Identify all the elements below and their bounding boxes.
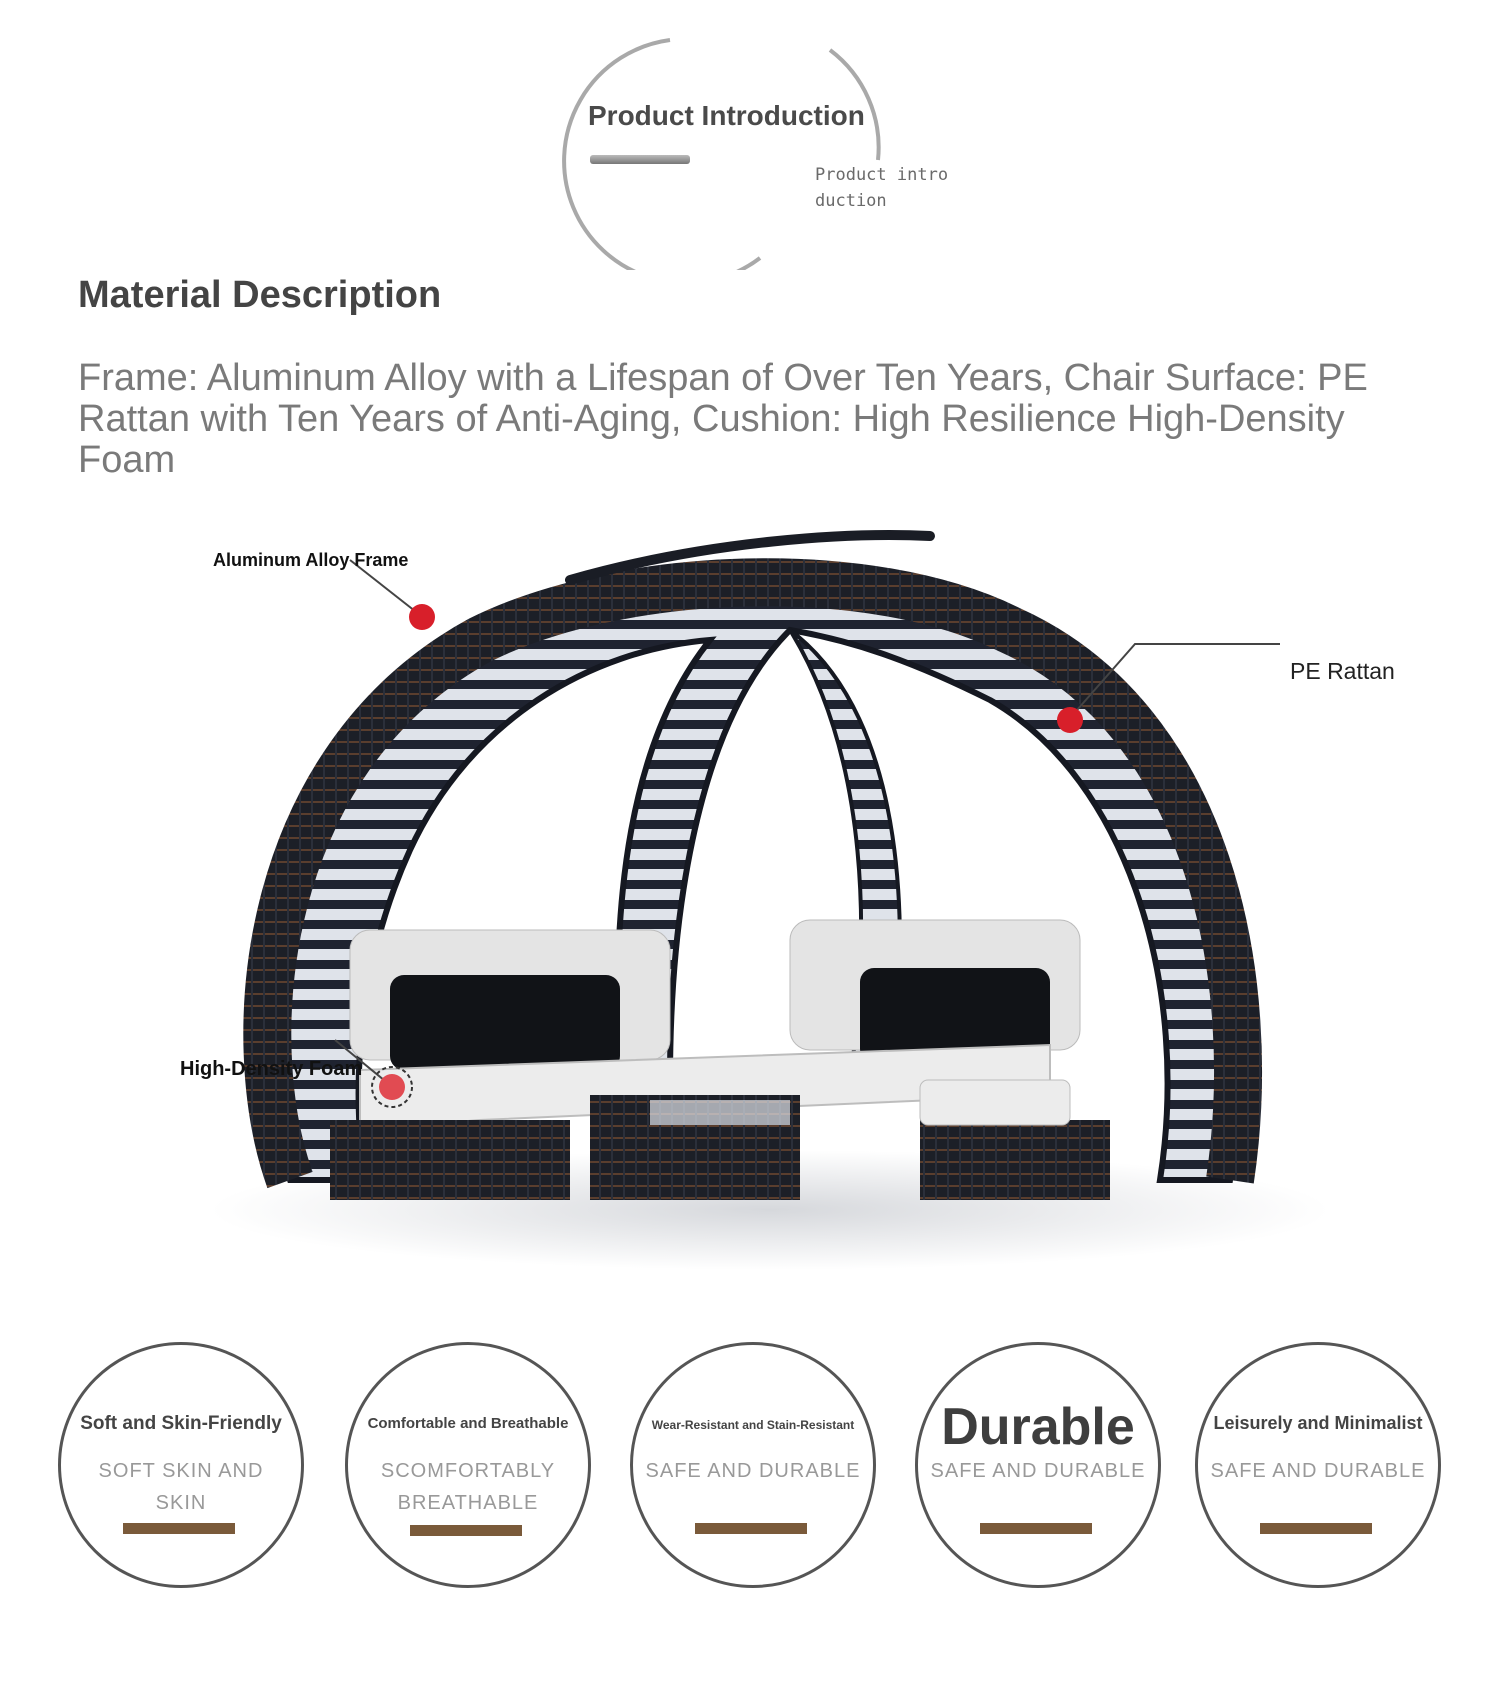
feature-soft-skin-friendly	[58, 1342, 304, 1588]
feature-accent-bar	[410, 1525, 522, 1536]
daybed-illustration	[150, 520, 1400, 1300]
feature-subtitle: SAFE AND DURABLE	[930, 1460, 1146, 1482]
material-title: Material Description	[78, 274, 442, 316]
feature-accent-bar	[1260, 1523, 1372, 1534]
feature-subtitle: SOFT SKIN AND SKIN	[98, 1460, 264, 1514]
feature-accent-bar	[980, 1523, 1092, 1534]
feature-wear-stain-resistant	[630, 1342, 876, 1588]
feature-title: Durable	[941, 1398, 1135, 1456]
feature-subtitle: SAFE AND DURABLE	[1210, 1460, 1426, 1482]
feature-durable	[915, 1342, 1161, 1588]
feature-subtitle: SAFE AND DURABLE	[645, 1460, 861, 1482]
callout-aluminum-frame: Aluminum Alloy Frame	[213, 550, 409, 570]
material-description: Frame: Aluminum Alloy with a Lifespan of Over Ten Years, Chair Surface: PE Rattan with Ten Years of Anti-Aging, Cushion: High Resilience High-Density Foam	[78, 357, 1368, 481]
feature-title: Soft and Skin-Friendly	[80, 1413, 282, 1434]
feature-comfortable-breathable	[345, 1342, 591, 1588]
feature-title: Comfortable and Breathable	[367, 1415, 569, 1432]
feature-title: Leisurely and Minimalist	[1213, 1413, 1423, 1433]
feature-accent-bar	[695, 1523, 807, 1534]
callout-high-density-foam: High-Density Foam	[180, 1058, 363, 1080]
intro-subtitle: Product introduction	[815, 165, 949, 211]
callout-pe-rattan: PE Rattan	[1290, 658, 1395, 684]
intro-emblem	[560, 10, 980, 270]
intro-title: Product Introduction	[588, 100, 865, 131]
feature-subtitle: SCOMFORTABLY BREATHABLE	[380, 1460, 556, 1514]
feature-title: Wear-Resistant and Stain-Resistant	[651, 1418, 855, 1432]
feature-accent-bar	[123, 1523, 235, 1534]
feature-leisurely-minimalist	[1195, 1342, 1441, 1588]
